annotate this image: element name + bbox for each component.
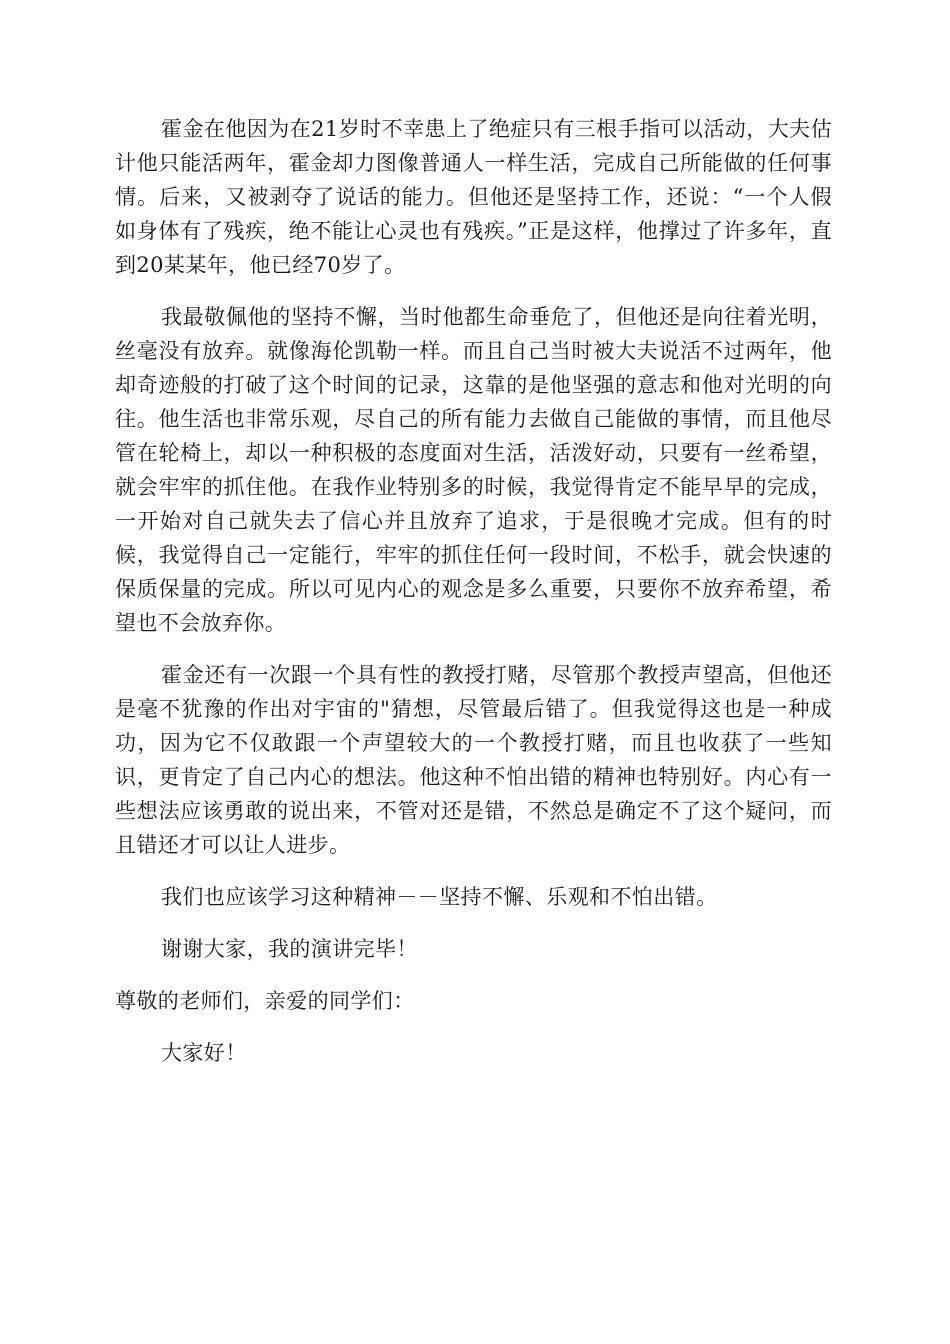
paragraph-salutation: 尊敬的老师们，亲爱的同学们： [115, 989, 415, 1013]
paragraph-bet: 霍金还有一次跟一个具有性的教授打赌，尽管那个教授声望高，但他还是毫不犹豫的作出对宇宙的"猜想，尽管最后错了。但我觉得这也是一种成功，因为它不仅敢跟一个声望较大的一个教授打赌，而且也收获了一些知识，更肯定了自己内心的想法。他这种不怕出错的精神也特别好。内心有一些想法应该勇敢的说出来，不管对还是错，不然总是确定不了这个疑问，而且错还才可以让人进步。 [115, 663, 832, 857]
paragraph-hawking-illness: 霍金在他因为在21岁时不幸患上了绝症只有三根手指可以活动，大夫估计他只能活两年，霍金却力图像普通人一样生活，完成自己所能做的任何事情。后来，又被剥夺了说话的能力。但他还是坚持工作，还说：“一个人假如身体有了残疾，绝不能让心灵也有残疾。”正是这样，他撑过了许多年，直到20某某年，他已经70岁了。 [115, 117, 832, 277]
paragraph-lesson: 我们也应该学习这种精神－－坚持不懈、乐观和不怕出错。 [161, 885, 718, 909]
paragraph-thanks: 谢谢大家，我的演讲完毕！ [161, 937, 418, 961]
document-body [115, 112, 832, 1088]
paragraph-perseverance: 我最敬佩他的坚持不懈，当时他都生命垂危了，但他还是向往着光明，丝毫没有放弃。就像海伦凯勒一样。而且自己当时被大夫说活不过两年，他却奇迹般的打破了这个时间的记录，这靠的是他坚强的意志和他对光明的向往。他生活也非常乐观，尽自己的所有能力去做自己能做的事情，而且他尽管在轮椅上，却以一种积极的态度面对生活，活泼好动，只要有一丝希望，就会牢牢的抓住他。在我作业特别多的时候，我觉得肯定不能早早的完成，一开始对自己就失去了信心并且放弃了追求，于是很晚才完成。但有的时候，我觉得自己一定能行，牢牢的抓住任何一段时间，不松手，就会快速的保质保量的完成。所以可见内心的观念是多么重要，只要你不放弃希望，希望也不会放弃你。 [115, 305, 832, 635]
paragraph-greeting: 大家好！ [161, 1041, 247, 1065]
